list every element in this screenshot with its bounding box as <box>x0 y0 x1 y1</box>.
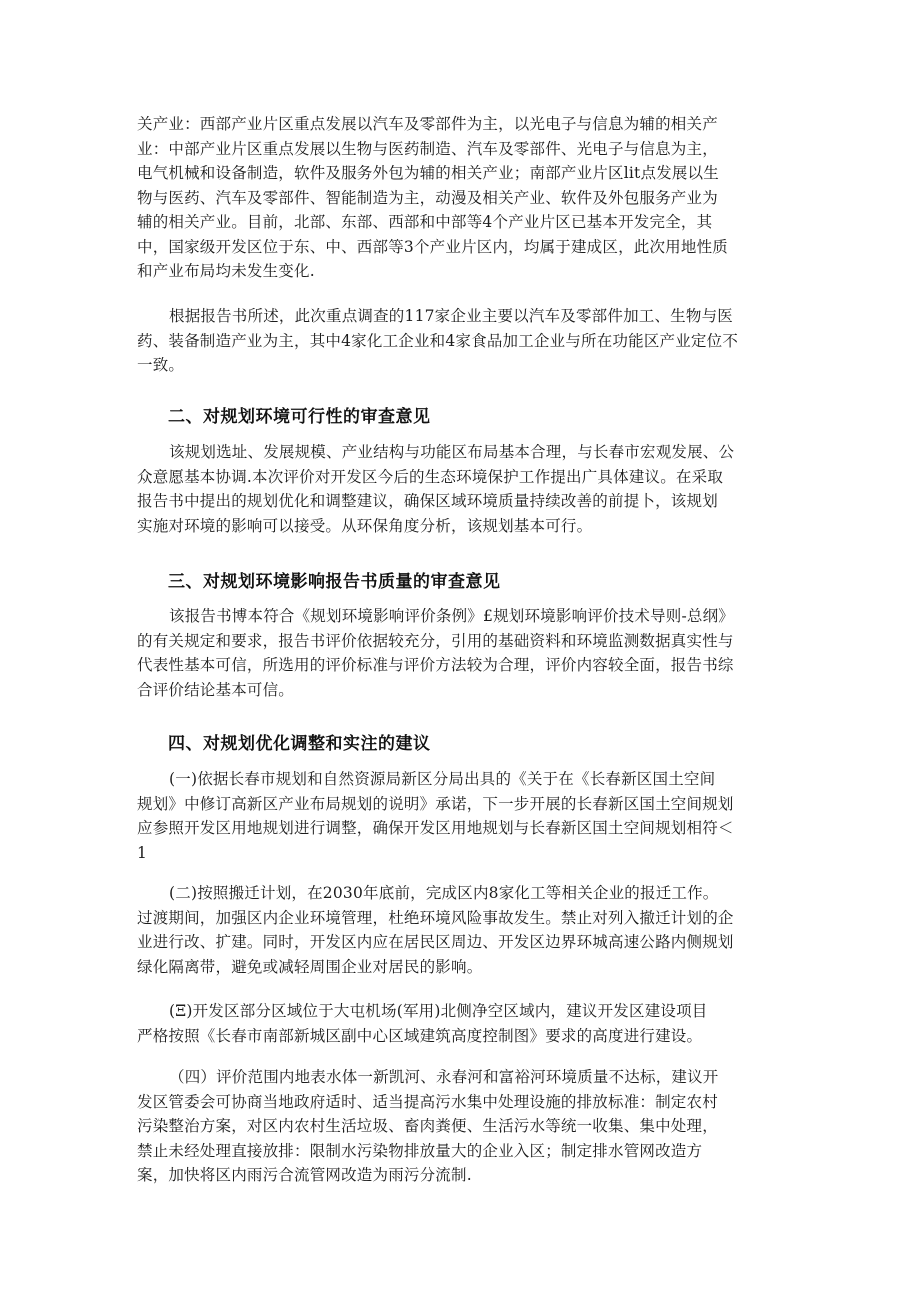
text-line: 和产业布局均未发生变化. <box>137 262 315 280</box>
text-line: 严格按照《长春市南部新城区副中心区域建筑高度控制图》要求的高度进行建设。 <box>137 1026 703 1045</box>
text-line: 报告书中提出的规划优化和调整建议，确保区域环境质量持续改善的前提卜，该规划 <box>137 492 718 510</box>
paragraph-feasibility <box>137 440 787 538</box>
text-line: 关产业：西部产业片区重点发展以汽车及零部件为主，以光电子与信息为辅的相关产 <box>137 115 718 133</box>
text-line: 应参照开发区用地规划进行调整，确保开发区用地规划与长春新区国土空间规划相符＜ <box>137 819 734 837</box>
paragraph-suggestion-4 <box>137 1065 787 1188</box>
text-line: 实施对环境的影响可以接受。从环保角度分析，该规划基本可行。 <box>137 516 593 535</box>
text-line: 1 <box>137 843 148 862</box>
text-line: 的有关规定和要求，报告书评价依据较充分，引用的基础资料和环境监测数据真实性与 <box>137 631 734 650</box>
text-line: 众意愿基本协调.本次评价对开发区今后的生态环境保护工作提出广具体建议。在采取 <box>137 467 724 486</box>
text-line: 污染整治方案，对区内农村生活垃圾、畜肉粪便、生活污水等统一收集、集中处理， <box>137 1117 718 1135</box>
text-line: 业进行改、扩建。同时，开发区内应在居民区周边、开发区边界环城高速公路内侧规划 <box>137 933 734 951</box>
text-line: 发区管委会可协商当地政府适时、适当提高污水集中处理设施的排放标准：制定农村 <box>137 1092 718 1111</box>
text-line: 物与医药、汽车及零部件、智能制造为主，动漫及相关产业、软件及外包服务产业为 <box>137 188 718 207</box>
paragraph-suggestion-2 <box>137 881 787 979</box>
text-line: 该规划选址、发展规模、产业结构与功能区布局基本合理，与长春市宏观发展、公 <box>169 443 735 461</box>
text-line: 合评价结论基本可信。 <box>137 680 295 699</box>
text-line: (一)依据长春市规划和自然资源局新区分局出具的《关于在《长春新区国土空间 <box>169 770 716 788</box>
text-line: 药、装备制造产业为主，其中4家化工企业和4家食品加工企业与所在功能区产业定位不 <box>137 331 739 350</box>
text-line: （四）评价范围内地表水体一新凯河、永春河和富裕河环境质量不达标，建议开 <box>169 1068 719 1086</box>
text-line: 业：中部产业片区重点发展以生物与医药制造、汽车及零部件、光电子与信息为主， <box>137 139 718 158</box>
paragraph-industry-layout <box>137 112 787 284</box>
text-line: 过渡期间，加强区内企业环境管理，杜绝环境风险事故发生。禁止对列入撤迁计划的企 <box>137 908 734 927</box>
section-heading-feasibility: 二、对规划环境可行性的审查意见 <box>168 407 431 427</box>
text-line: (二)按照搬迁计划，在2030年底前，完成区内8家化工等相关企业的报迁工作。 <box>169 884 719 902</box>
text-line: 规划》中修订高新区产业布局规划的说明》承诺，下一步开展的长春新区国土空间规划 <box>137 794 734 813</box>
text-line: 该报告书博本符合《规划环境影响评价条例》£规划环境影响评价技术导则-总纲》 <box>169 607 735 625</box>
text-line: 禁止未经处理直接放排：限制水污染物排放量大的企业入区；制定排水管网改造方 <box>137 1141 703 1160</box>
paragraph-enterprise-survey <box>137 304 787 378</box>
text-line: 案，加快将区内雨污合流管网改造为雨污分流制. <box>137 1166 472 1184</box>
paragraph-report-quality <box>137 604 787 702</box>
text-line: 绿化隔离带，避免或减轻周围企业对居民的影响。 <box>137 957 483 976</box>
section-heading-report-quality: 三、对规划环境影响报告书质量的审查意见 <box>168 572 501 592</box>
text-line: 中，国家级开发区位于东、中、西部等3个产业片区内，均属于建成区，此次用地性质 <box>137 237 728 256</box>
text-line: 一致。 <box>137 356 185 374</box>
paragraph-suggestion-3 <box>137 999 787 1048</box>
section-heading-optimization: 四、对规划优化调整和实注的建议 <box>168 734 431 754</box>
text-line: 代表性基本可信，所选用的评价标准与评价方法较为合理，评价内容较全面，报告书综 <box>137 656 734 674</box>
text-line: (Ξ)开发区部分区域位于大屯机场(军用)北侧净空区域内，建议开发区建设项目 <box>169 1002 708 1020</box>
text-line: 根据报告书所述，此次重点调查的117家企业主要以汽车及零部件加工、生物与医 <box>169 307 733 325</box>
paragraph-suggestion-1 <box>137 767 787 865</box>
text-line: 电气机械和设备制造，软件及服务外包为辅的相关产业；南部产业片区lit点发展以生 <box>137 164 719 182</box>
text-line: 辅的相关产业。目前，北部、东部、西部和中部等4个产业片区已基本开发完全，其 <box>137 213 713 231</box>
